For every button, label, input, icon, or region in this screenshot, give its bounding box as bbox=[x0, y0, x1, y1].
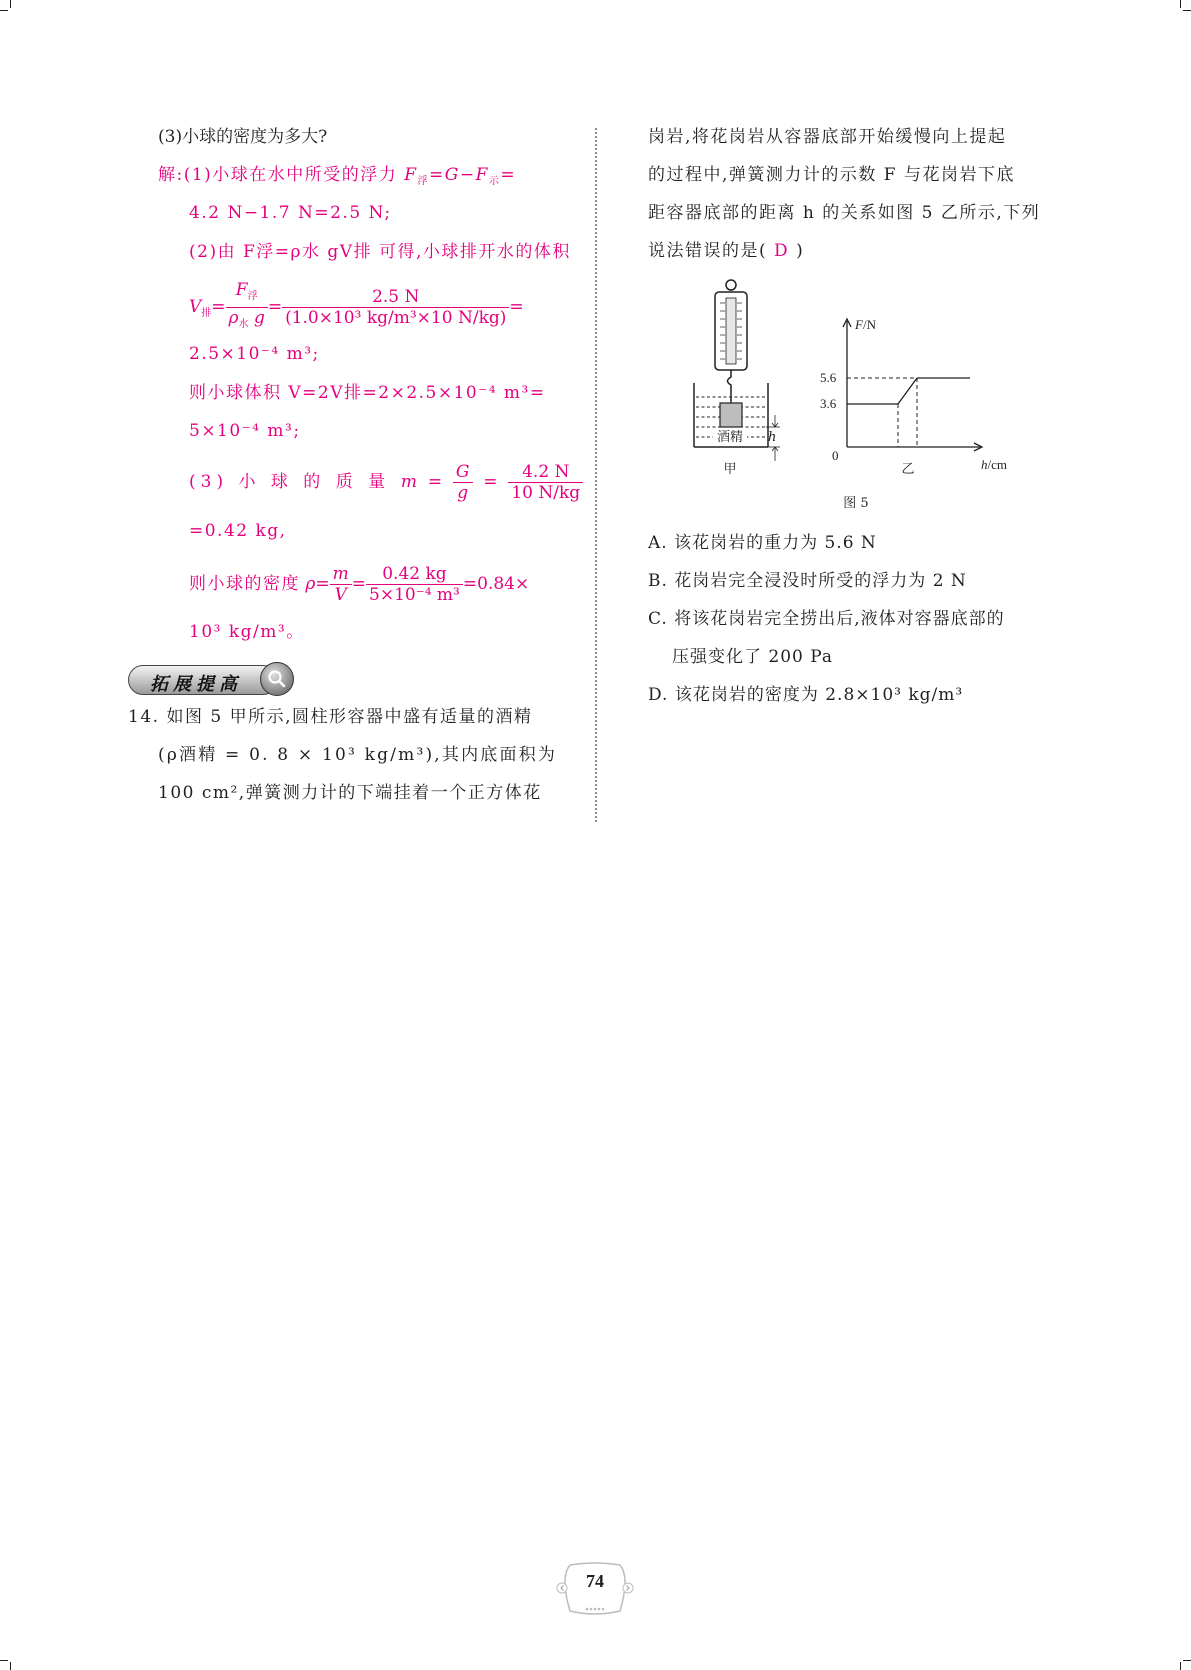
option-c-line-1: C. 将该花岗岩完全捞出后,液体对容器底部的 bbox=[648, 609, 1005, 629]
solution-line-4: $V_排=$ $\frac{F_浮}{\rho_水 g}$ = $\frac{2.5 N}{\text{(1.0×10³ kg/m³×10 N/kg)}}$ = bbox=[189, 280, 524, 335]
solution-line-9: =0.42 kg, bbox=[189, 521, 287, 541]
column-divider bbox=[595, 128, 597, 822]
question-14-line-4: 岗岩,将花岗岩从容器底部开始缓慢向上提起 bbox=[648, 127, 1007, 147]
graph bbox=[820, 317, 1007, 477]
answer-choice: D bbox=[774, 241, 790, 261]
solution-line-8: (3) 小 球 的 质 量 m = $\frac{G}{g}$ = $\frac{4.2 N}{10 N/kg}$ bbox=[189, 462, 583, 503]
fig-label-yi: 乙 bbox=[901, 462, 915, 477]
fraction: $\frac{F_浮}{\rho_水 g}$ bbox=[226, 280, 268, 335]
magnifier-icon bbox=[260, 662, 294, 696]
fig-label-jia: 甲 bbox=[723, 462, 737, 477]
question-14-line-6: 距容器底部的距离 h 的关系如图 5 乙所示,下列 bbox=[648, 203, 1041, 223]
crop-mark bbox=[0, 10, 8, 11]
figure-caption: 图 5 bbox=[843, 496, 869, 511]
option-a: A. 该花岗岩的重力为 5.6 N bbox=[648, 533, 877, 553]
page-number-badge bbox=[556, 1561, 634, 1619]
crop-mark bbox=[0, 1660, 8, 1661]
section-title: 拓展提高 bbox=[150, 674, 242, 695]
tick-56: 5.6 bbox=[820, 370, 837, 385]
figure-5 bbox=[680, 275, 1020, 511]
solution-line-11: 10³ kg/m³。 bbox=[189, 622, 305, 642]
page-number: 74 bbox=[586, 1571, 604, 1591]
fraction: $\frac{m}{V}$ bbox=[330, 564, 352, 605]
question-14-line-5: 的过程中,弹簧测力计的示数 F 与花岗岩下底 bbox=[648, 165, 1016, 185]
crop-mark bbox=[1183, 1660, 1191, 1661]
question-14-line-1: 14. 如图 5 甲所示,圆柱形容器中盛有适量的酒精 bbox=[128, 707, 533, 727]
x-axis-label: h/cm bbox=[981, 457, 1007, 472]
tick-0: 0 bbox=[832, 448, 839, 463]
solution-line-7: 5×10⁻⁴ m³; bbox=[189, 421, 301, 441]
fraction: $\frac{G}{g}$ bbox=[453, 462, 473, 503]
tick-36: 3.6 bbox=[820, 396, 837, 411]
question-14-line-7: 说法错误的是( D ) bbox=[648, 241, 805, 261]
solution-line-10: 则小球的密度 ρ= $\frac{m}{V}$ = $\frac{0.42 kg}{\text{5×10⁻⁴ m³}}$ =0.84× bbox=[189, 564, 530, 605]
liquid-label: 酒精 bbox=[716, 430, 744, 445]
question-14-line-3: 100 cm²,弹簧测力计的下端挂着一个正方体花 bbox=[158, 783, 542, 803]
spring-scale bbox=[715, 280, 747, 403]
container bbox=[694, 383, 780, 477]
question-3: (3)小球的密度为多大? bbox=[158, 127, 328, 147]
option-d: D. 该花岗岩的密度为 2.8×10³ kg/m³ bbox=[648, 685, 964, 705]
option-c-line-2: 压强变化了 200 Pa bbox=[672, 647, 834, 667]
crop-mark bbox=[1180, 0, 1181, 8]
solution-line-5: 2.5×10⁻⁴ m³; bbox=[189, 344, 320, 364]
fraction: $\frac{0.42 kg}{\text{5×10⁻⁴ m³}}$ bbox=[366, 564, 463, 605]
fraction: $\frac{4.2 N}{10 N/kg}$ bbox=[508, 462, 583, 503]
crop-mark bbox=[1183, 10, 1191, 11]
crop-mark bbox=[10, 0, 11, 8]
crop-mark bbox=[10, 1662, 11, 1670]
y-axis-label: F/N bbox=[855, 317, 876, 332]
solution-line-1: 解:(1)小球在水中所受的浮力 $F_浮=G-F_示=$ bbox=[158, 165, 517, 187]
section-banner bbox=[128, 662, 294, 698]
crop-mark bbox=[1180, 1662, 1181, 1670]
solution-line-3: (2)由 F浮=ρ水 gV排 可得,小球排开水的体积 bbox=[189, 242, 571, 262]
question-14-line-2: (ρ酒精 = 0. 8 × 10³ kg/m³),其内底面积为 bbox=[158, 745, 558, 765]
solution-line-6: 则小球体积 V=2V排=2×2.5×10⁻⁴ m³= bbox=[189, 383, 546, 403]
solution-line-2: 4.2 N−1.7 N=2.5 N; bbox=[189, 203, 392, 223]
option-b: B. 花岗岩完全浸没时所受的浮力为 2 N bbox=[648, 571, 967, 591]
fraction: $\frac{2.5 N}{\text{(1.0×10³ kg/m³×10 N/kg)}}$ bbox=[282, 287, 509, 328]
h-label: h bbox=[768, 430, 777, 445]
